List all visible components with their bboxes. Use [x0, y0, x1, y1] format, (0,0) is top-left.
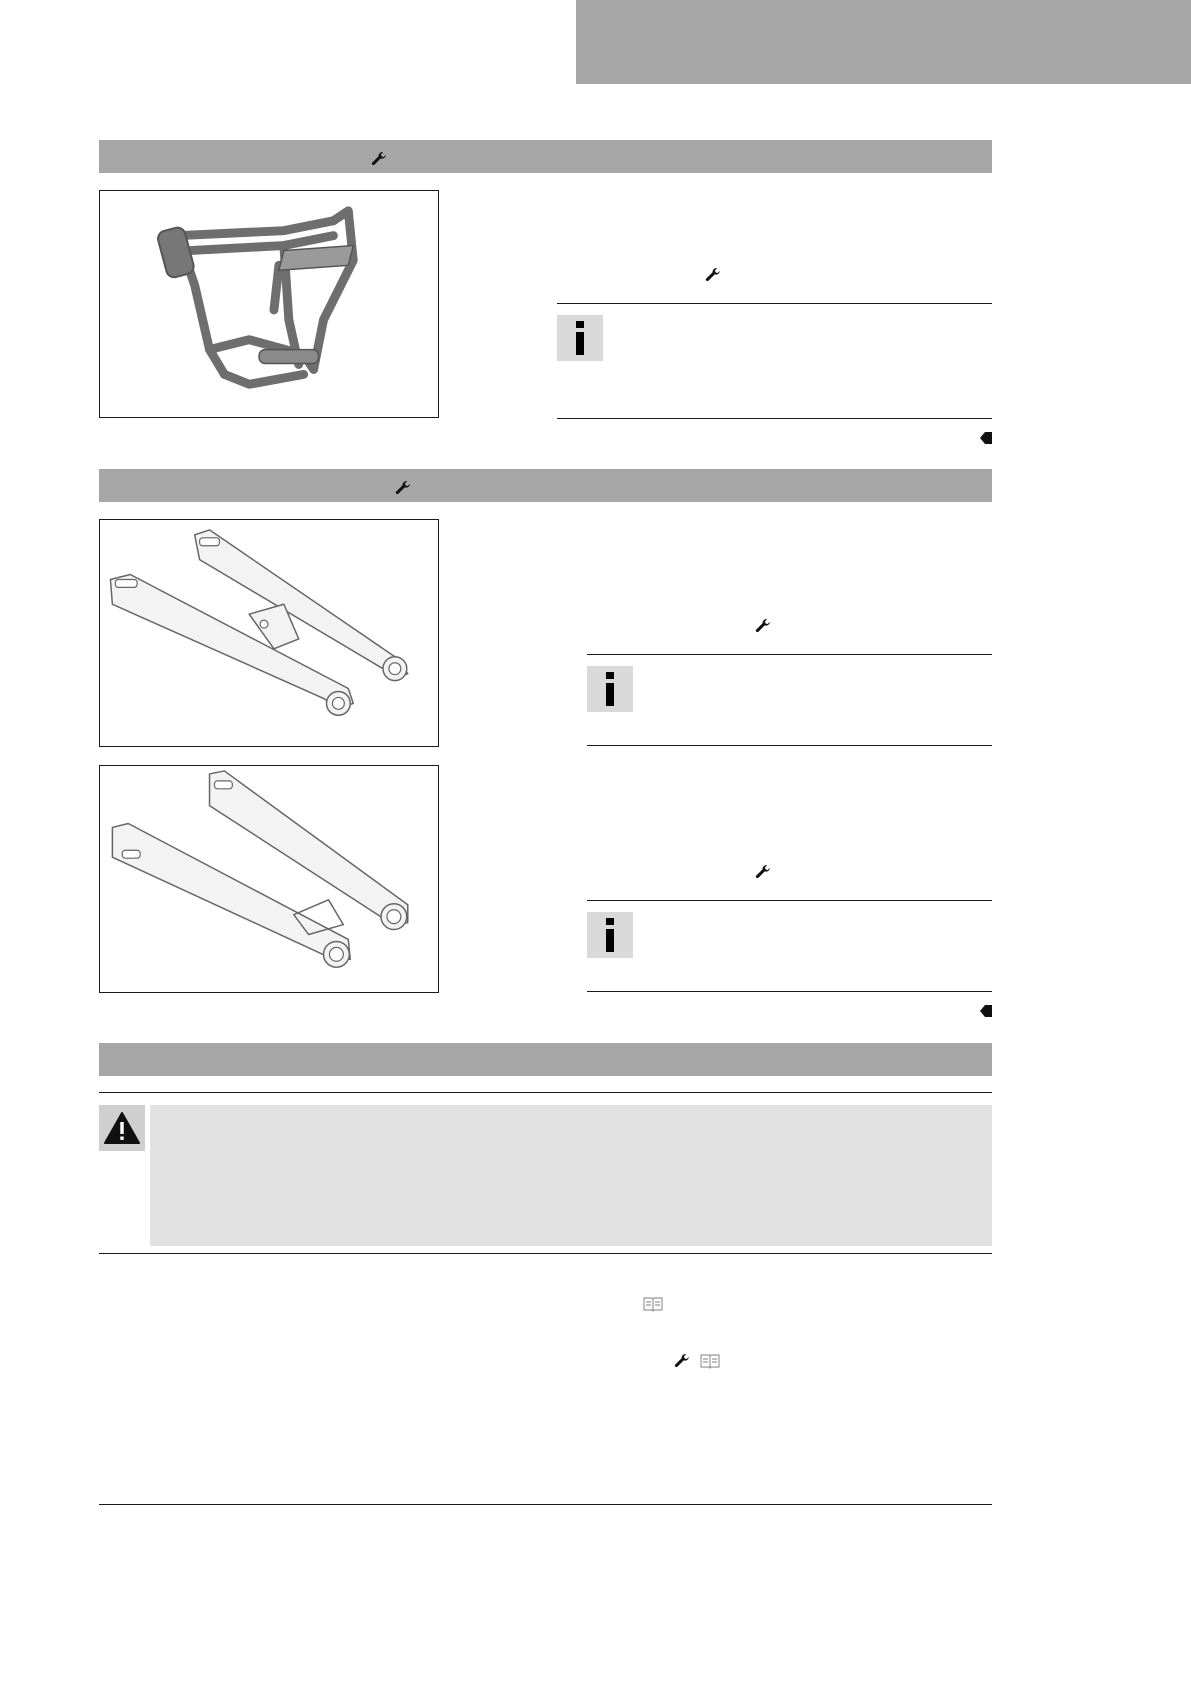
info-icon — [557, 315, 603, 361]
section-bar-frame — [99, 140, 992, 173]
swingarm-illustration-b — [100, 766, 438, 992]
header-band — [576, 0, 1191, 84]
wrench-icon — [754, 863, 772, 881]
swingarm-figure-a — [99, 519, 439, 747]
swingarm-figure-b — [99, 765, 439, 993]
info-icon — [587, 912, 633, 958]
note-rule-bottom — [587, 991, 992, 992]
note-rule-top — [587, 654, 992, 655]
end-marker-icon — [980, 1005, 992, 1017]
frame-figure — [99, 190, 439, 418]
wrench-icon — [370, 150, 388, 168]
wrench-icon — [673, 1352, 691, 1370]
warning-panel — [150, 1105, 992, 1246]
section-bar-warning — [99, 1043, 992, 1076]
wrench-icon — [394, 479, 412, 497]
page-bottom-rule — [99, 1504, 992, 1505]
info-icon — [587, 666, 633, 712]
wrench-icon — [754, 617, 772, 635]
warning-rule-top — [99, 1092, 992, 1093]
manual-book-icon — [643, 1296, 663, 1312]
motorcycle-frame-illustration — [100, 191, 438, 417]
manual-book-icon — [700, 1353, 720, 1369]
note-rule-bottom — [587, 745, 992, 746]
note-rule-bottom — [557, 418, 992, 419]
note-rule-top — [587, 900, 992, 901]
section-bar-swingarm — [99, 469, 992, 502]
note-rule-top — [557, 303, 992, 304]
wrench-icon — [704, 266, 722, 284]
warning-icon — [99, 1105, 145, 1151]
end-marker-icon — [980, 432, 992, 444]
swingarm-illustration-a — [100, 520, 438, 746]
warning-rule-bottom — [99, 1253, 992, 1254]
